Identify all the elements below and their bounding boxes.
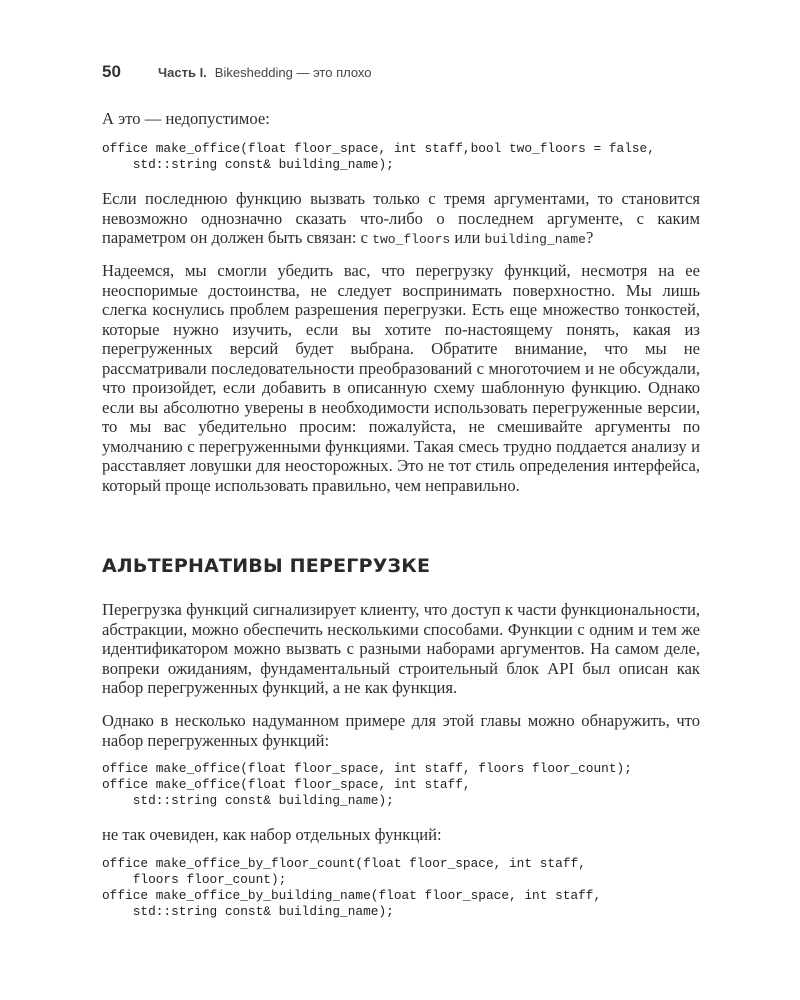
paragraph-overload-signals: Перегрузка функций сигнализирует клиенту, что доступ к части функциональности, абстракции, можно обеспечить несколькими способами. Функции с одним и тем же идентификатором можно вызвать с разными наборами аргументов. На самом деле, вопреки ожиданиям, фундаментальный строительный блок API был описан как набор перегруженных функций, а не как функция. [102, 600, 700, 697]
running-header [102, 62, 372, 82]
inline-code-two-floors: two_floors [372, 232, 451, 247]
part-label: Часть I. [158, 65, 207, 80]
paragraph-ambiguity [102, 189, 700, 250]
intro-line: А это — недопустимое: [102, 109, 270, 128]
code-listing-2: office make_office(float floor_space, int staff, floors floor_count); office make_office(float floor_space, int staff, std::string const& building_name); [102, 761, 632, 808]
running-section-title: Bikeshedding — это плохо [214, 65, 372, 80]
code-listing-3: office make_office_by_floor_count(float floor_space, int staff, floors floor_count); office make_office_by_building_name(float floor_space, int staff, std::string const& building_name); [102, 856, 602, 919]
page-number: 50 [102, 62, 121, 81]
code-listing-1: office make_office(float floor_space, int staff,bool two_floors = false, std::string const& building_name); [102, 141, 655, 172]
paragraph-separate-functions: не так очевиден, как набор отдельных функций: [102, 825, 442, 844]
paragraph-ambiguity-text-middle: или [450, 228, 485, 247]
paragraph-ambiguity-text-before: Если последнюю функцию вызвать только с тремя аргументами, то становится невозможно однозначно сказать что-либо о последнем аргументе, с каким параметром он должен быть связан: с [102, 189, 700, 247]
inline-code-building-name: building_name [484, 232, 586, 247]
paragraph-ambiguity-text-after: ? [585, 228, 594, 247]
section-heading: АЛЬТЕРНАТИВЫ ПЕРЕГРУЗКЕ [102, 555, 431, 577]
paragraph-example-intro: Однако в несколько надуманном примере для этой главы можно обнаружить, что набор перегруженных функций: [102, 711, 700, 750]
paragraph-overload-advice: Надеемся, мы смогли убедить вас, что перегрузку функций, несмотря на ее неоспоримые достоинства, не следует воспринимать поверхностно. Мы лишь слегка коснулись проблем разрешения перегрузки. Есть еще множество тонкостей, которые нужно изучить, если вы хотите по-настоящему понять, какая из перегруженных версий будет выбрана. Обратите внимание, что мы не рассматривали последовательности преобразований с многоточием и не обсуждали, что произойдет, если добавить в описанную схему шаблонную функцию. Однако если вы абсолютно уверены в необходимости использовать перегруженные версии, то мы вас убедительно просим: пожалуйста, не смешивайте аргументы по умолчанию с перегруженными функциями. Такая смесь трудно поддается анализу и расставляет ловушки для неосторожных. Это не тот стиль определения интерфейса, который проще использовать правильно, чем неправильно. [102, 261, 700, 495]
